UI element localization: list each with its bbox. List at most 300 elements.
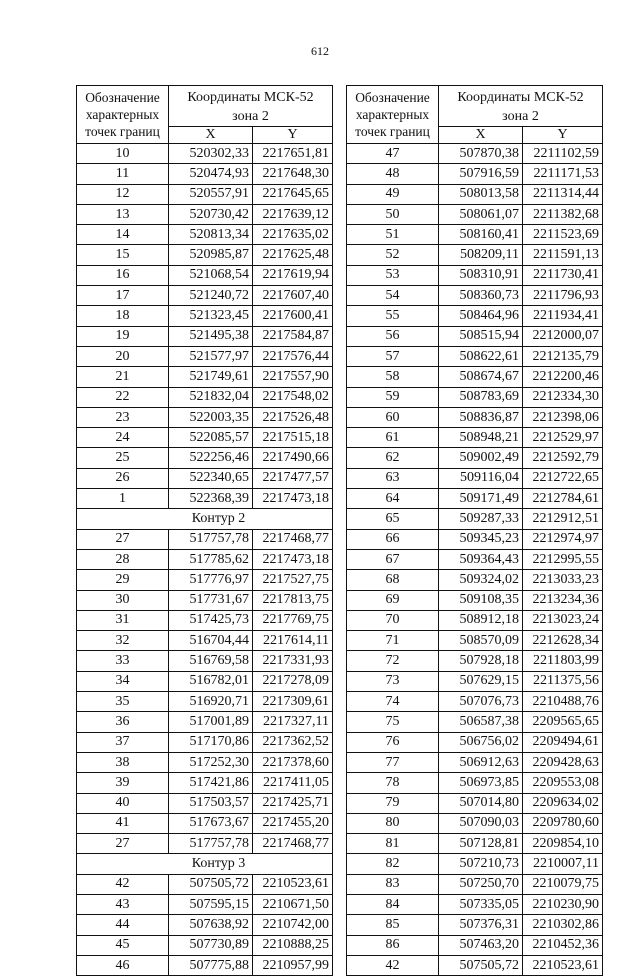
y-coordinate-cell: 2217635,02 bbox=[253, 225, 333, 245]
table-body-right bbox=[347, 144, 603, 976]
x-column-header: X bbox=[439, 127, 523, 144]
table-row bbox=[77, 570, 333, 590]
point-cell: 61 bbox=[347, 428, 439, 448]
x-coordinate-cell: 508061,07 bbox=[439, 204, 523, 224]
table-row bbox=[77, 529, 333, 549]
point-cell: 25 bbox=[77, 448, 169, 468]
point-header-line-1: Обозначение bbox=[355, 90, 430, 105]
point-cell: 1 bbox=[77, 489, 169, 509]
x-coordinate-cell: 507335,05 bbox=[439, 894, 523, 914]
contour-label: Контур 2 bbox=[77, 509, 333, 529]
x-coordinate-cell: 521323,45 bbox=[169, 306, 253, 326]
point-cell: 39 bbox=[77, 773, 169, 793]
x-coordinate-cell: 507014,80 bbox=[439, 793, 523, 813]
x-coordinate-cell: 507076,73 bbox=[439, 692, 523, 712]
table-row bbox=[77, 286, 333, 306]
y-coordinate-cell: 2212334,30 bbox=[523, 387, 603, 407]
x-coordinate-cell: 507210,73 bbox=[439, 854, 523, 874]
y-coordinate-cell: 2210452,36 bbox=[523, 935, 603, 955]
x-coordinate-cell: 522003,35 bbox=[169, 407, 253, 427]
y-coordinate-cell: 2209494,61 bbox=[523, 732, 603, 752]
x-coordinate-cell: 521577,97 bbox=[169, 346, 253, 366]
y-coordinate-cell: 2212200,46 bbox=[523, 367, 603, 387]
x-coordinate-cell: 520813,34 bbox=[169, 225, 253, 245]
x-coordinate-cell: 517757,78 bbox=[169, 529, 253, 549]
table-row bbox=[77, 610, 333, 630]
y-coordinate-cell: 2212628,34 bbox=[523, 631, 603, 651]
y-coordinate-cell: 2217645,65 bbox=[253, 184, 333, 204]
table-row bbox=[347, 164, 603, 184]
point-cell: 53 bbox=[347, 265, 439, 285]
point-cell: 59 bbox=[347, 387, 439, 407]
point-cell: 16 bbox=[77, 265, 169, 285]
y-coordinate-cell: 2217813,75 bbox=[253, 590, 333, 610]
point-cell: 54 bbox=[347, 286, 439, 306]
table-body-left bbox=[77, 144, 333, 976]
table-row bbox=[347, 448, 603, 468]
table-row bbox=[77, 346, 333, 366]
y-coordinate-cell: 2217600,41 bbox=[253, 306, 333, 326]
table-row bbox=[347, 692, 603, 712]
point-header-line-2: характерных bbox=[85, 107, 160, 122]
point-cell: 37 bbox=[77, 732, 169, 752]
y-coordinate-cell: 2213023,24 bbox=[523, 610, 603, 630]
x-coordinate-cell: 508464,96 bbox=[439, 306, 523, 326]
x-coordinate-cell: 517731,67 bbox=[169, 590, 253, 610]
x-coordinate-cell: 508912,18 bbox=[439, 610, 523, 630]
x-coordinate-cell: 506973,85 bbox=[439, 773, 523, 793]
y-coordinate-cell: 2210079,75 bbox=[523, 874, 603, 894]
x-coordinate-cell: 507376,31 bbox=[439, 915, 523, 935]
y-coordinate-cell: 2217651,81 bbox=[253, 144, 333, 164]
y-coordinate-cell: 2210523,61 bbox=[523, 955, 603, 975]
x-coordinate-cell: 520730,42 bbox=[169, 204, 253, 224]
point-cell: 52 bbox=[347, 245, 439, 265]
coords-column-header bbox=[169, 86, 333, 127]
y-coordinate-cell: 2211523,69 bbox=[523, 225, 603, 245]
contour-label: Контур 3 bbox=[77, 854, 333, 874]
x-coordinate-cell: 507595,15 bbox=[169, 894, 253, 914]
y-coordinate-cell: 2217309,61 bbox=[253, 692, 333, 712]
table-row bbox=[347, 367, 603, 387]
point-cell: 86 bbox=[347, 935, 439, 955]
point-cell: 77 bbox=[347, 752, 439, 772]
point-cell: 31 bbox=[77, 610, 169, 630]
table-row bbox=[77, 468, 333, 488]
point-cell: 58 bbox=[347, 367, 439, 387]
y-coordinate-cell: 2209428,63 bbox=[523, 752, 603, 772]
y-coordinate-cell: 2217473,18 bbox=[253, 549, 333, 569]
table-row bbox=[77, 752, 333, 772]
point-cell: 24 bbox=[77, 428, 169, 448]
x-coordinate-cell: 509116,04 bbox=[439, 468, 523, 488]
point-cell: 84 bbox=[347, 894, 439, 914]
x-coordinate-cell: 516704,44 bbox=[169, 631, 253, 651]
y-coordinate-cell: 2211803,99 bbox=[523, 651, 603, 671]
table-row bbox=[77, 549, 333, 569]
point-cell: 64 bbox=[347, 489, 439, 509]
y-coordinate-cell: 2211382,68 bbox=[523, 204, 603, 224]
point-cell: 45 bbox=[77, 935, 169, 955]
x-coordinate-cell: 517421,86 bbox=[169, 773, 253, 793]
y-coordinate-cell: 2217362,52 bbox=[253, 732, 333, 752]
coords-column-header bbox=[439, 86, 603, 127]
y-coordinate-cell: 2211934,41 bbox=[523, 306, 603, 326]
x-coordinate-cell: 521068,54 bbox=[169, 265, 253, 285]
point-cell: 46 bbox=[77, 955, 169, 975]
coordinates-table-left bbox=[76, 85, 333, 976]
y-coordinate-cell: 2212135,79 bbox=[523, 346, 603, 366]
table-row bbox=[77, 692, 333, 712]
y-coordinate-cell: 2217477,57 bbox=[253, 468, 333, 488]
x-coordinate-cell: 522340,65 bbox=[169, 468, 253, 488]
x-column-header: X bbox=[169, 127, 253, 144]
point-cell: 79 bbox=[347, 793, 439, 813]
x-coordinate-cell: 507870,38 bbox=[439, 144, 523, 164]
table-row bbox=[347, 955, 603, 975]
y-coordinate-cell: 2210230,90 bbox=[523, 894, 603, 914]
table-row bbox=[77, 834, 333, 854]
point-cell: 29 bbox=[77, 570, 169, 590]
table-row bbox=[347, 225, 603, 245]
x-coordinate-cell: 508948,21 bbox=[439, 428, 523, 448]
x-coordinate-cell: 507090,03 bbox=[439, 813, 523, 833]
point-cell: 80 bbox=[347, 813, 439, 833]
point-cell: 42 bbox=[347, 955, 439, 975]
y-coordinate-cell: 2212995,55 bbox=[523, 549, 603, 569]
y-coordinate-cell: 2210488,76 bbox=[523, 692, 603, 712]
y-coordinate-cell: 2217614,11 bbox=[253, 631, 333, 651]
x-coordinate-cell: 508209,11 bbox=[439, 245, 523, 265]
table-row bbox=[347, 245, 603, 265]
table-row bbox=[77, 955, 333, 975]
point-cell: 40 bbox=[77, 793, 169, 813]
y-coordinate-cell: 2217468,77 bbox=[253, 834, 333, 854]
x-coordinate-cell: 517001,89 bbox=[169, 712, 253, 732]
y-coordinate-cell: 2217527,75 bbox=[253, 570, 333, 590]
y-coordinate-cell: 2210888,25 bbox=[253, 935, 333, 955]
point-cell: 85 bbox=[347, 915, 439, 935]
table-row bbox=[347, 874, 603, 894]
table-row bbox=[77, 793, 333, 813]
x-coordinate-cell: 517776,97 bbox=[169, 570, 253, 590]
x-coordinate-cell: 516769,58 bbox=[169, 651, 253, 671]
table-row bbox=[77, 813, 333, 833]
x-coordinate-cell: 516920,71 bbox=[169, 692, 253, 712]
point-cell: 32 bbox=[77, 631, 169, 651]
point-cell: 55 bbox=[347, 306, 439, 326]
table-row bbox=[77, 651, 333, 671]
point-cell: 68 bbox=[347, 570, 439, 590]
x-coordinate-cell: 507730,89 bbox=[169, 935, 253, 955]
y-coordinate-cell: 2217526,48 bbox=[253, 407, 333, 427]
x-coordinate-cell: 521749,61 bbox=[169, 367, 253, 387]
x-coordinate-cell: 507505,72 bbox=[169, 874, 253, 894]
y-column-header: Y bbox=[253, 127, 333, 144]
table-row bbox=[347, 306, 603, 326]
y-coordinate-cell: 2209565,65 bbox=[523, 712, 603, 732]
table-row bbox=[347, 752, 603, 772]
point-cell: 57 bbox=[347, 346, 439, 366]
y-coordinate-cell: 2212722,65 bbox=[523, 468, 603, 488]
y-coordinate-cell: 2210671,50 bbox=[253, 894, 333, 914]
x-coordinate-cell: 507916,59 bbox=[439, 164, 523, 184]
table-row bbox=[347, 712, 603, 732]
x-coordinate-cell: 517785,62 bbox=[169, 549, 253, 569]
x-coordinate-cell: 509171,49 bbox=[439, 489, 523, 509]
table-row bbox=[347, 509, 603, 529]
point-cell: 75 bbox=[347, 712, 439, 732]
table-row bbox=[347, 915, 603, 935]
point-cell: 74 bbox=[347, 692, 439, 712]
table-row bbox=[77, 489, 333, 509]
y-coordinate-cell: 2209553,08 bbox=[523, 773, 603, 793]
table-row bbox=[347, 549, 603, 569]
point-cell: 30 bbox=[77, 590, 169, 610]
x-coordinate-cell: 517425,73 bbox=[169, 610, 253, 630]
table-row bbox=[347, 529, 603, 549]
x-coordinate-cell: 508515,94 bbox=[439, 326, 523, 346]
y-coordinate-cell: 2212784,61 bbox=[523, 489, 603, 509]
x-coordinate-cell: 521495,38 bbox=[169, 326, 253, 346]
y-coordinate-cell: 2211375,56 bbox=[523, 671, 603, 691]
table-row bbox=[347, 834, 603, 854]
y-coordinate-cell: 2217576,44 bbox=[253, 346, 333, 366]
table-row bbox=[77, 631, 333, 651]
point-cell: 17 bbox=[77, 286, 169, 306]
point-cell: 10 bbox=[77, 144, 169, 164]
table-row bbox=[347, 671, 603, 691]
x-coordinate-cell: 507128,81 bbox=[439, 834, 523, 854]
y-coordinate-cell: 2217473,18 bbox=[253, 489, 333, 509]
point-cell: 63 bbox=[347, 468, 439, 488]
table-row bbox=[77, 590, 333, 610]
point-cell: 33 bbox=[77, 651, 169, 671]
table-row bbox=[77, 204, 333, 224]
x-coordinate-cell: 506756,02 bbox=[439, 732, 523, 752]
point-cell: 18 bbox=[77, 306, 169, 326]
y-coordinate-cell: 2209780,60 bbox=[523, 813, 603, 833]
point-cell: 42 bbox=[77, 874, 169, 894]
x-coordinate-cell: 508310,91 bbox=[439, 265, 523, 285]
y-coordinate-cell: 2209854,10 bbox=[523, 834, 603, 854]
table-row bbox=[347, 407, 603, 427]
point-cell: 69 bbox=[347, 590, 439, 610]
table-row bbox=[347, 590, 603, 610]
table-row bbox=[347, 265, 603, 285]
point-cell: 72 bbox=[347, 651, 439, 671]
table-row bbox=[77, 245, 333, 265]
y-coordinate-cell: 2217607,40 bbox=[253, 286, 333, 306]
x-coordinate-cell: 517252,30 bbox=[169, 752, 253, 772]
x-coordinate-cell: 508622,61 bbox=[439, 346, 523, 366]
y-coordinate-cell: 2213234,36 bbox=[523, 590, 603, 610]
y-coordinate-cell: 2212912,51 bbox=[523, 509, 603, 529]
point-header-line-3: точек границ bbox=[355, 124, 430, 139]
point-cell: 19 bbox=[77, 326, 169, 346]
x-coordinate-cell: 507629,15 bbox=[439, 671, 523, 691]
y-coordinate-cell: 2212529,97 bbox=[523, 428, 603, 448]
x-coordinate-cell: 509287,33 bbox=[439, 509, 523, 529]
x-coordinate-cell: 517503,57 bbox=[169, 793, 253, 813]
y-coordinate-cell: 2217584,87 bbox=[253, 326, 333, 346]
point-cell: 13 bbox=[77, 204, 169, 224]
table-row bbox=[77, 225, 333, 245]
point-cell: 27 bbox=[77, 529, 169, 549]
x-coordinate-cell: 520557,91 bbox=[169, 184, 253, 204]
table-row bbox=[347, 346, 603, 366]
point-cell: 36 bbox=[77, 712, 169, 732]
x-coordinate-cell: 517673,67 bbox=[169, 813, 253, 833]
x-coordinate-cell: 506912,63 bbox=[439, 752, 523, 772]
table-row bbox=[77, 935, 333, 955]
table-row bbox=[347, 570, 603, 590]
point-cell: 20 bbox=[77, 346, 169, 366]
table-row bbox=[347, 326, 603, 346]
y-coordinate-cell: 2212000,07 bbox=[523, 326, 603, 346]
x-coordinate-cell: 517757,78 bbox=[169, 834, 253, 854]
table-row bbox=[347, 651, 603, 671]
point-cell: 50 bbox=[347, 204, 439, 224]
y-coordinate-cell: 2212974,97 bbox=[523, 529, 603, 549]
point-column-header bbox=[77, 86, 169, 144]
table-row bbox=[347, 468, 603, 488]
point-cell: 28 bbox=[77, 549, 169, 569]
table-row bbox=[77, 367, 333, 387]
table-row bbox=[347, 286, 603, 306]
x-coordinate-cell: 517170,86 bbox=[169, 732, 253, 752]
x-coordinate-cell: 508570,09 bbox=[439, 631, 523, 651]
point-cell: 49 bbox=[347, 184, 439, 204]
point-cell: 83 bbox=[347, 874, 439, 894]
table-row bbox=[347, 854, 603, 874]
page-number: 612 bbox=[311, 44, 329, 58]
y-coordinate-cell: 2217557,90 bbox=[253, 367, 333, 387]
table-row bbox=[347, 184, 603, 204]
y-coordinate-cell: 2217331,93 bbox=[253, 651, 333, 671]
table-row bbox=[347, 428, 603, 448]
table-row bbox=[77, 326, 333, 346]
coords-header-line-2: зона 2 bbox=[502, 109, 539, 124]
table-row bbox=[347, 732, 603, 752]
coords-header-line-1: Координаты МСК-52 bbox=[187, 90, 314, 105]
y-coordinate-cell: 2210302,86 bbox=[523, 915, 603, 935]
y-coordinate-cell: 2217278,09 bbox=[253, 671, 333, 691]
y-coordinate-cell: 2211171,53 bbox=[523, 164, 603, 184]
point-header-line-1: Обозначение bbox=[85, 90, 160, 105]
table-row bbox=[77, 265, 333, 285]
x-coordinate-cell: 507505,72 bbox=[439, 955, 523, 975]
coords-header-line-1: Координаты МСК-52 bbox=[457, 90, 584, 105]
point-cell: 70 bbox=[347, 610, 439, 630]
x-coordinate-cell: 521240,72 bbox=[169, 286, 253, 306]
x-coordinate-cell: 507775,88 bbox=[169, 955, 253, 975]
point-cell: 51 bbox=[347, 225, 439, 245]
point-cell: 67 bbox=[347, 549, 439, 569]
y-coordinate-cell: 2210007,11 bbox=[523, 854, 603, 874]
table-row bbox=[77, 874, 333, 894]
y-coordinate-cell: 2212592,79 bbox=[523, 448, 603, 468]
y-coordinate-cell: 2217625,48 bbox=[253, 245, 333, 265]
point-cell: 35 bbox=[77, 692, 169, 712]
point-cell: 26 bbox=[77, 468, 169, 488]
point-cell: 82 bbox=[347, 854, 439, 874]
table-row bbox=[77, 732, 333, 752]
y-coordinate-cell: 2210523,61 bbox=[253, 874, 333, 894]
point-cell: 73 bbox=[347, 671, 439, 691]
y-coordinate-cell: 2211730,41 bbox=[523, 265, 603, 285]
y-coordinate-cell: 2212398,06 bbox=[523, 407, 603, 427]
x-coordinate-cell: 509364,43 bbox=[439, 549, 523, 569]
y-coordinate-cell: 2211796,93 bbox=[523, 286, 603, 306]
point-cell: 44 bbox=[77, 915, 169, 935]
x-coordinate-cell: 520302,33 bbox=[169, 144, 253, 164]
y-coordinate-cell: 2209634,02 bbox=[523, 793, 603, 813]
x-coordinate-cell: 508160,41 bbox=[439, 225, 523, 245]
x-coordinate-cell: 507928,18 bbox=[439, 651, 523, 671]
x-coordinate-cell: 508783,69 bbox=[439, 387, 523, 407]
point-cell: 34 bbox=[77, 671, 169, 691]
table-row bbox=[347, 610, 603, 630]
x-coordinate-cell: 506587,38 bbox=[439, 712, 523, 732]
y-coordinate-cell: 2210742,00 bbox=[253, 915, 333, 935]
point-cell: 27 bbox=[77, 834, 169, 854]
y-coordinate-cell: 2217411,05 bbox=[253, 773, 333, 793]
point-cell: 71 bbox=[347, 631, 439, 651]
x-coordinate-cell: 508674,67 bbox=[439, 367, 523, 387]
x-coordinate-cell: 522085,57 bbox=[169, 428, 253, 448]
y-coordinate-cell: 2217490,66 bbox=[253, 448, 333, 468]
table-row bbox=[77, 712, 333, 732]
coords-header-line-2: зона 2 bbox=[232, 109, 269, 124]
y-coordinate-cell: 2217515,18 bbox=[253, 428, 333, 448]
x-coordinate-cell: 507250,70 bbox=[439, 874, 523, 894]
table-row bbox=[77, 428, 333, 448]
y-coordinate-cell: 2217548,02 bbox=[253, 387, 333, 407]
x-coordinate-cell: 509345,23 bbox=[439, 529, 523, 549]
x-coordinate-cell: 509108,35 bbox=[439, 590, 523, 610]
contour-row bbox=[77, 509, 333, 529]
point-cell: 81 bbox=[347, 834, 439, 854]
y-coordinate-cell: 2217769,75 bbox=[253, 610, 333, 630]
y-coordinate-cell: 2217425,71 bbox=[253, 793, 333, 813]
y-coordinate-cell: 2217648,30 bbox=[253, 164, 333, 184]
table-row bbox=[77, 773, 333, 793]
x-coordinate-cell: 521832,04 bbox=[169, 387, 253, 407]
point-column-header bbox=[347, 86, 439, 144]
table-row bbox=[77, 184, 333, 204]
table-row bbox=[347, 935, 603, 955]
table-row bbox=[77, 164, 333, 184]
point-cell: 66 bbox=[347, 529, 439, 549]
point-cell: 38 bbox=[77, 752, 169, 772]
point-cell: 43 bbox=[77, 894, 169, 914]
point-cell: 11 bbox=[77, 164, 169, 184]
point-header-line-3: точек границ bbox=[85, 124, 160, 139]
table-row bbox=[77, 915, 333, 935]
point-cell: 21 bbox=[77, 367, 169, 387]
y-coordinate-cell: 2217455,20 bbox=[253, 813, 333, 833]
point-cell: 47 bbox=[347, 144, 439, 164]
table-row bbox=[347, 631, 603, 651]
point-cell: 78 bbox=[347, 773, 439, 793]
table-row bbox=[77, 448, 333, 468]
point-cell: 12 bbox=[77, 184, 169, 204]
y-coordinate-cell: 2213033,23 bbox=[523, 570, 603, 590]
table-row bbox=[347, 144, 603, 164]
table-row bbox=[347, 813, 603, 833]
x-coordinate-cell: 509002,49 bbox=[439, 448, 523, 468]
